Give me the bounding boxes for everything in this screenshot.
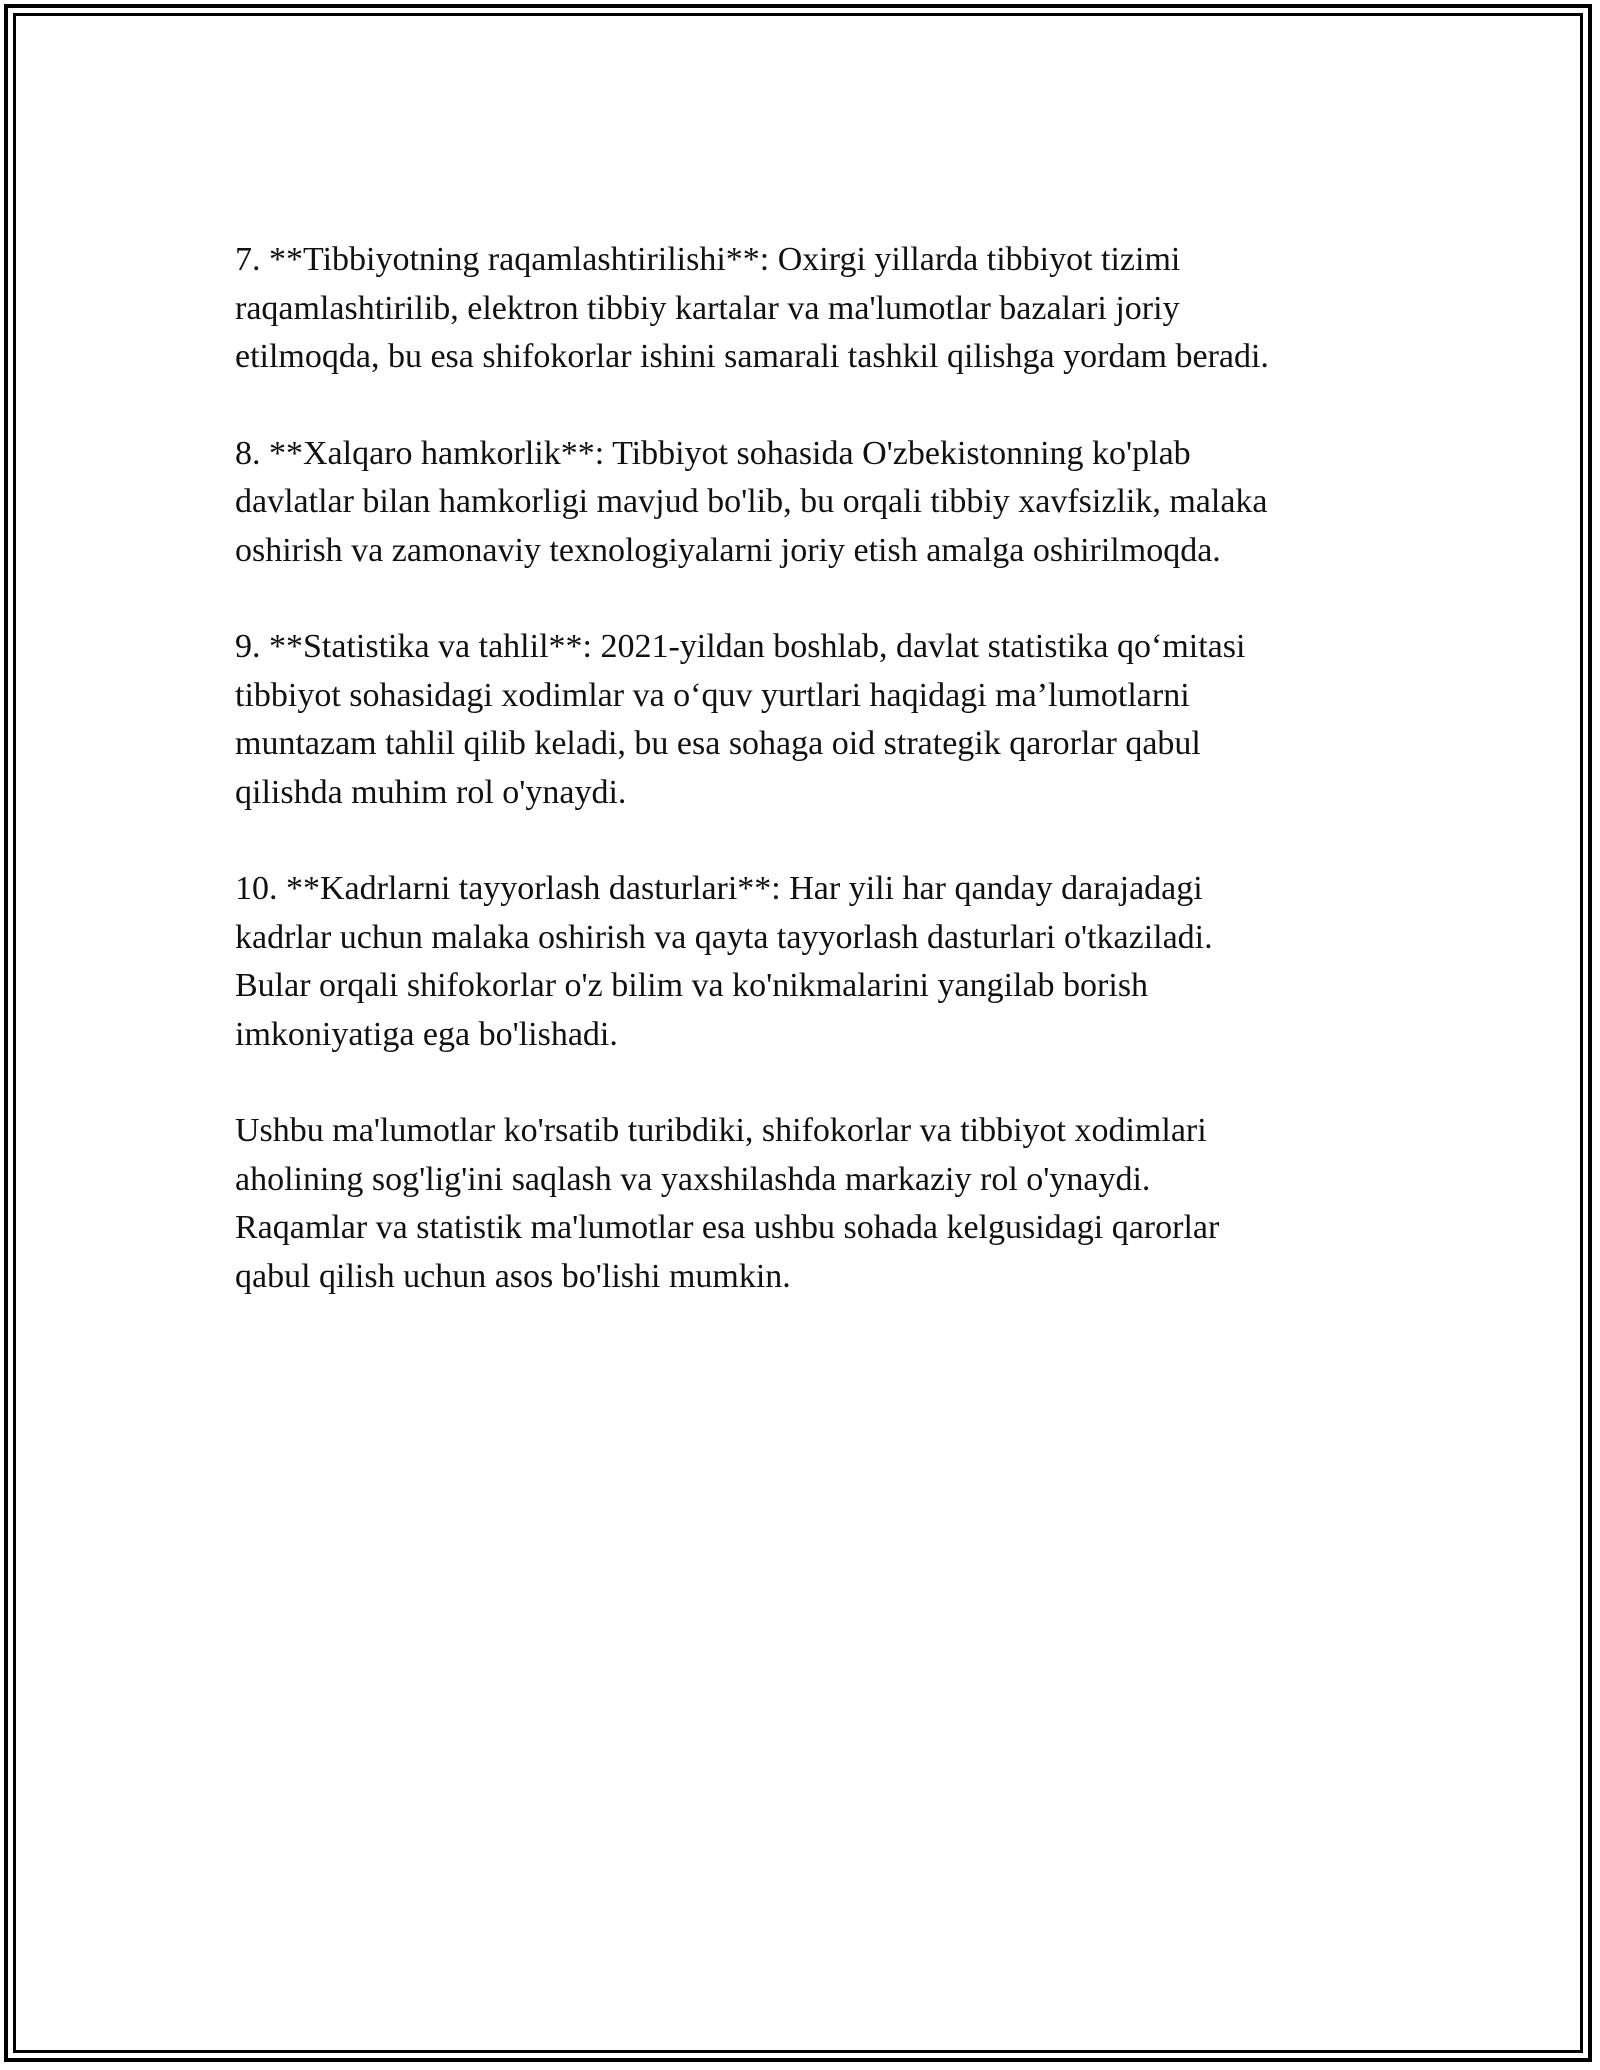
paragraph-statistics-analysis (235, 623, 1395, 817)
paragraph-conclusion (235, 1107, 1395, 1301)
paragraph-international-cooperation (235, 430, 1395, 576)
text-line: 8. **Xalqaro hamkorlik**: Tibbiyot sohasida O'zbekistonning ko'plab (235, 434, 1191, 472)
text-line: Ushbu ma'lumotlar ko'rsatib turibdiki, shifokorlar va tibbiyot xodimlari (235, 1112, 1207, 1149)
text-line: muntazam tahlil qilib keladi, bu esa sohaga oid strategik qarorlar qabul (235, 725, 1201, 762)
paragraph-digitalization (235, 236, 1395, 382)
document-body (235, 236, 1395, 1349)
text-line: qilishda muhim rol o'ynaydi. (235, 773, 627, 811)
text-line: aholining sog'lig'ini saqlash va yaxshilashda markaziy rol o'ynaydi. (235, 1160, 1151, 1198)
text-line: oshirish va zamonaviy texnologiyalarni joriy etish amalga oshirilmoqda. (235, 531, 1221, 569)
text-line: davlatlar bilan hamkorligi mavjud bo'lib, bu orqali tibbiy xavfsizlik, malaka (235, 483, 1268, 520)
text-line: kadrlar uchun malaka oshirish va qayta tayyorlash dasturlari o'tkaziladi. (235, 918, 1213, 956)
text-line: 10. **Kadrlarni tayyorlash dasturlari**: Har yili har qanday darajadagi (235, 870, 1203, 907)
text-line: tibbiyot sohasidagi xodimlar va o‘quv yurtlari haqidagi ma’lumotlarni (235, 676, 1190, 714)
text-line: 9. **Statistika va tahlil**: 2021-yildan boshlab, davlat statistika qo‘mitasi (235, 628, 1246, 665)
text-line: imkoniyatiga ega bo'lishadi. (235, 1015, 618, 1053)
text-line: Bular orqali shifokorlar o'z bilim va ko'nikmalarini yangilab borish (235, 967, 1149, 1004)
text-line: raqamlashtirilib, elektron tibbiy kartalar va ma'lumotlar bazalari joriy (235, 289, 1180, 327)
text-line: etilmoqda, bu esa shifokorlar ishini samarali tashkil qilishga yordam beradi. (235, 338, 1269, 375)
text-line: Raqamlar va statistik ma'lumotlar esa ushbu sohada kelgusidagi qarorlar (235, 1209, 1220, 1246)
text-line: qabul qilish uchun asos bo'lishi mumkin. (235, 1257, 791, 1295)
paragraph-training-programs (235, 865, 1395, 1059)
text-line: 7. **Tibbiyotning raqamlashtirilishi**: Oxirgi yillarda tibbiyot tizimi (235, 241, 1181, 278)
